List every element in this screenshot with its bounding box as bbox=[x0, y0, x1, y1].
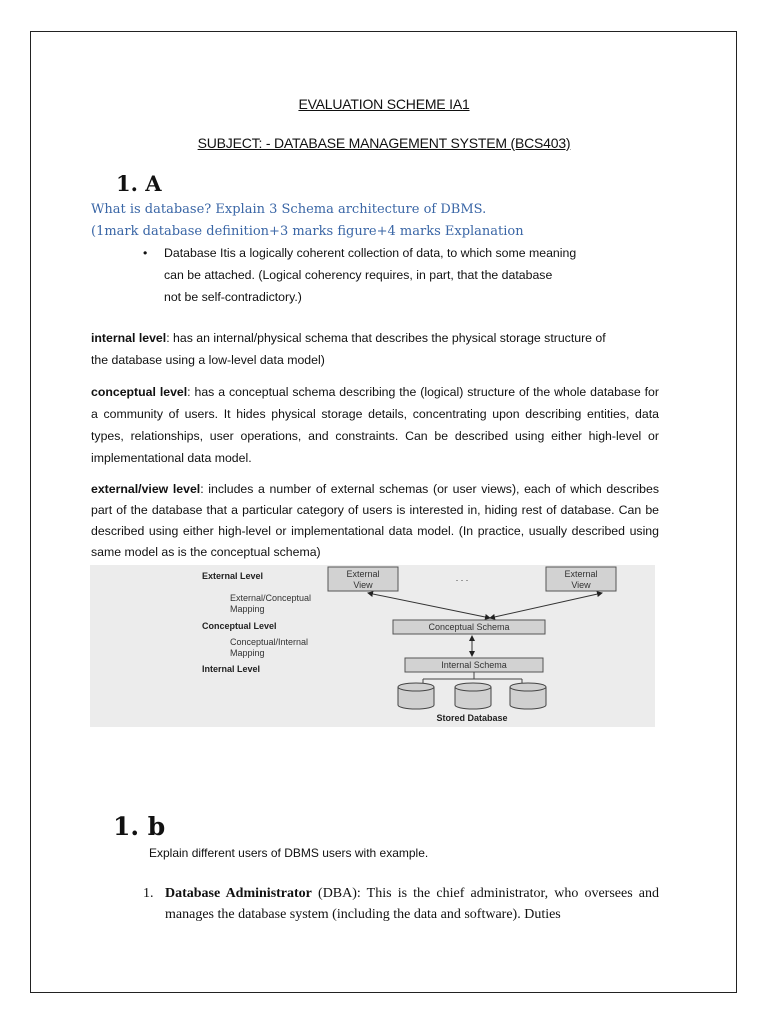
question-number-1a: 1. A bbox=[116, 171, 162, 196]
definition-line: can be attached. (Logical coherency requires, in part, that the database bbox=[164, 268, 553, 282]
term-external-level: external/view level bbox=[91, 482, 201, 496]
label-conceptual-level: Conceptual Level bbox=[202, 621, 277, 631]
conceptual-schema-label: Conceptual Schema bbox=[428, 622, 510, 632]
question-number-1b: 1. b bbox=[113, 812, 166, 841]
label-conc-int-mapping-2: Mapping bbox=[230, 648, 265, 658]
definition-line: not be self-contradictory.) bbox=[164, 290, 302, 304]
database-cylinders-icon bbox=[398, 683, 546, 709]
external-level-text: : includes a number of external schemas (or user views), each of which describes part of the database that a particular category of users is interested in, hiding rest of database. Can be described using either high-level or implementational data model. (In practice, usually described using same model as is the conceptual schema) bbox=[91, 482, 659, 559]
label-internal-level: Internal Level bbox=[202, 664, 261, 674]
bullet-icon: • bbox=[143, 246, 148, 260]
external-level-paragraph bbox=[91, 479, 659, 563]
question-text-1b: Explain different users of DBMS users with example. bbox=[149, 846, 429, 860]
schema-levels-section bbox=[91, 327, 659, 727]
dba-text: (DBA): This is the chief administrator, who oversees and manages the database system (including the data and software). Duties bbox=[165, 886, 659, 922]
external-view-text: External bbox=[346, 569, 380, 579]
external-view-box bbox=[546, 567, 616, 591]
internal-level-text: : has an internal/physical schema that describes the physical storage structure of the database using a low-level data model) bbox=[91, 331, 606, 367]
three-schema-architecture-figure bbox=[90, 565, 655, 727]
marks-breakdown-1a: (1mark database definition+3 marks figure+4 marks Explanation bbox=[91, 224, 524, 239]
document-title: EVALUATION SCHEME IA1 bbox=[298, 96, 470, 112]
ellipsis: . . . bbox=[455, 573, 469, 583]
term-dba: Database Administrator bbox=[165, 886, 312, 901]
external-view-box bbox=[328, 567, 398, 591]
database-definition bbox=[164, 242, 644, 308]
stored-database-label: Stored Database bbox=[436, 713, 508, 723]
external-view-text: External bbox=[564, 569, 598, 579]
dba-list-item bbox=[165, 883, 659, 925]
list-number: 1. bbox=[143, 886, 154, 901]
mapping-arrow bbox=[368, 593, 490, 618]
label-ext-conc-mapping-2: Mapping bbox=[230, 604, 265, 614]
label-ext-conc-mapping: External/Conceptual bbox=[230, 593, 312, 603]
internal-schema-label: Internal Schema bbox=[441, 660, 507, 670]
subject-heading: SUBJECT: - DATABASE MANAGEMENT SYSTEM (BCS403) bbox=[197, 135, 571, 151]
external-view-text-2: View bbox=[353, 580, 373, 590]
label-conc-int-mapping: Conceptual/Internal bbox=[230, 637, 309, 647]
external-view-text-2: View bbox=[571, 580, 591, 590]
label-external-level: External Level bbox=[202, 571, 264, 581]
conceptual-level-paragraph bbox=[91, 381, 659, 469]
conceptual-level-text: : has a conceptual schema describing the (logical) structure of the whole database for a community of users. It hides physical storage details, concentrating upon describing entities, data types, relationships, user operations, and constraints. Can be described using either high-level or implementational data model. bbox=[91, 385, 659, 465]
definition-line: Database Itis a logically coherent collection of data, to which some meaning bbox=[164, 246, 577, 260]
term-conceptual-level: conceptual level bbox=[91, 385, 188, 399]
internal-level-paragraph bbox=[91, 327, 611, 371]
question-text-1a: What is database? Explain 3 Schema architecture of DBMS. bbox=[91, 202, 487, 217]
term-internal-level: internal level bbox=[91, 331, 167, 345]
mapping-arrow bbox=[490, 593, 602, 618]
